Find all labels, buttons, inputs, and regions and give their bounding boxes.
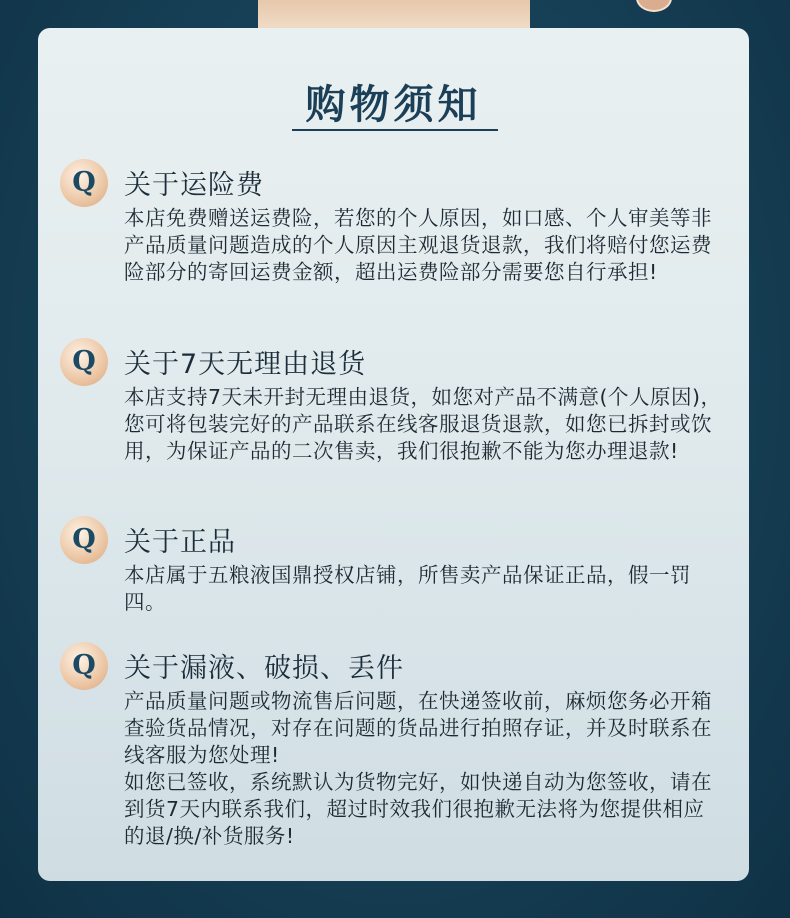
section-heading: 关于7天无理由退货 <box>124 349 367 380</box>
section-body <box>124 562 724 616</box>
section-paragraph: 本店免费赠送运费险，若您的个人原因，如口感、个人审美等非产品质量问题造成的个人原因主观退货退款，我们将赔付您运费险部分的寄回运费金额，超出运费险部分需要您自行承担! <box>124 206 712 284</box>
q-icon: Q <box>60 338 108 386</box>
title-underline <box>292 129 498 131</box>
section-heading: 关于漏液、破损、丢件 <box>124 653 404 684</box>
q-icon: Q <box>60 642 108 690</box>
section-paragraph: 本店支持7天未开封无理由退货，如您对产品不满意(个人原因)，您可将包装完好的产品联系在线客服退货退款，如您已拆封或饮用，为保证产品的二次售卖，我们很抱歉不能为您办理退款! <box>124 385 722 463</box>
page-title: 购物须知 <box>305 81 482 128</box>
section-paragraph: 本店属于五粮液国鼎授权店铺，所售卖产品保证正品，假一罚四。 <box>124 563 691 614</box>
q-icon: Q <box>60 159 108 207</box>
section-body <box>124 688 724 850</box>
q-icon: Q <box>60 516 108 564</box>
notice-card <box>38 28 749 881</box>
section-paragraph: 如您已签收，系统默认为货物完好，如快递自动为您签收，请在到货7天内联系我们，超过时效我们很抱歉无法将为您提供相应的退/换/补货服务! <box>124 770 712 848</box>
section-body <box>124 205 724 286</box>
top-knob <box>636 0 672 12</box>
section-body <box>124 384 724 465</box>
section-heading: 关于运险费 <box>124 170 264 201</box>
section-paragraph: 产品质量问题或物流售后问题，在快递签收前，麻烦您务必开箱查验货品情况，对存在问题的货品进行拍照存证，并及时联系在线客服为您处理! <box>124 689 712 767</box>
section-heading: 关于正品 <box>124 527 236 558</box>
